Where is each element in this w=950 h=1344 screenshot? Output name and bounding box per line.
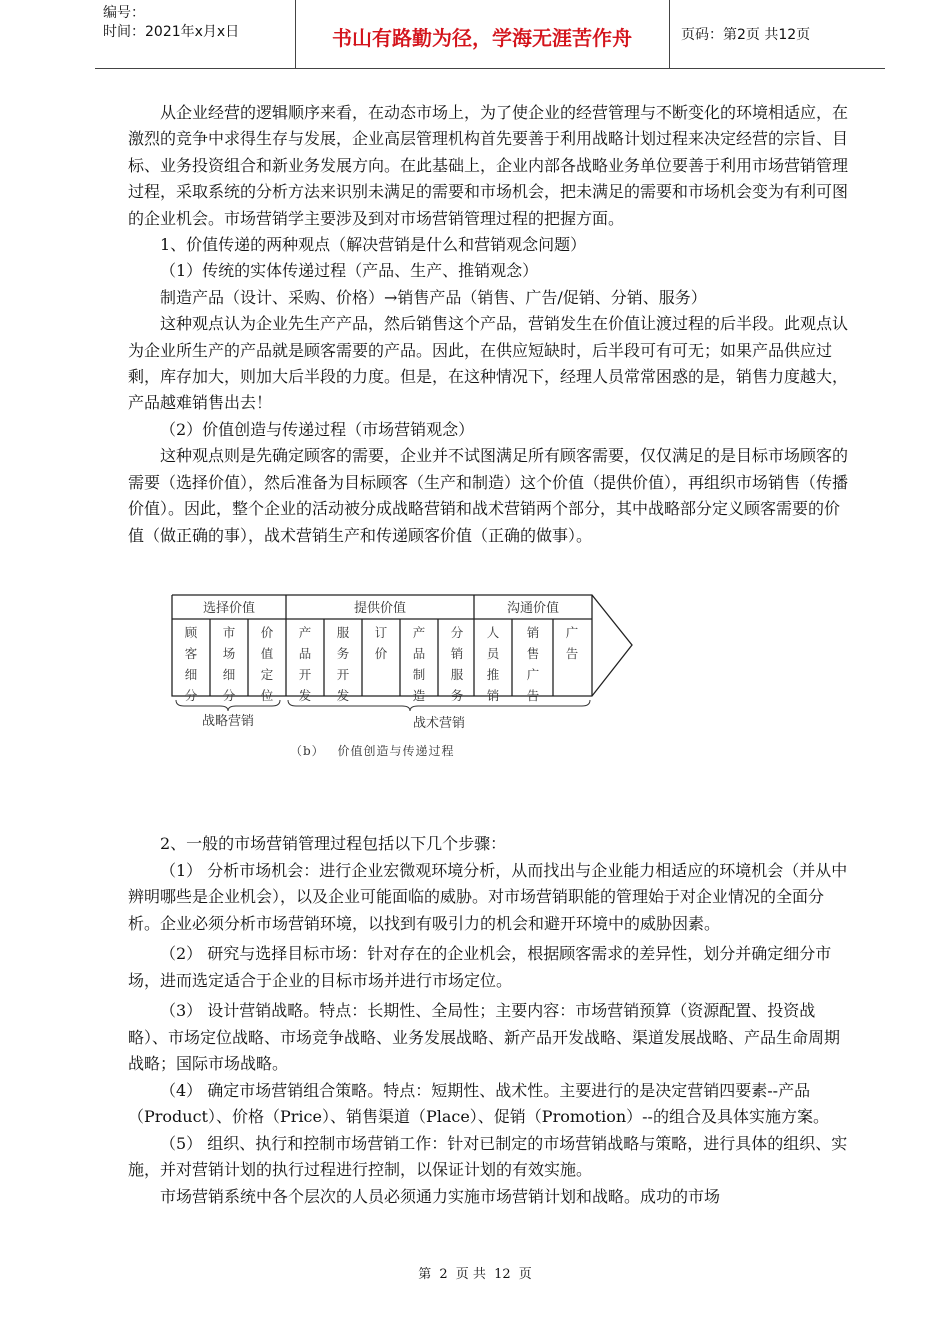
diagram-frame <box>170 592 640 762</box>
section-heading: 1、价值传递的两种观点（解决营销是什么和营销观念问题） <box>160 235 587 255</box>
brace-label-strategic: 战略营销 <box>201 714 254 729</box>
figure-title: 价值创造与传递过程 <box>337 744 455 758</box>
header-divider <box>669 0 670 68</box>
cell-label: 人员推销 <box>486 625 500 703</box>
footer-suffix: 页 <box>518 1267 532 1282</box>
cell-label: 广告 <box>565 625 579 661</box>
cell-label: 市场细分 <box>222 625 236 703</box>
brace-label-tactical: 战术营销 <box>412 716 465 731</box>
step-paragraph: （5） 组织、执行和控制市场营销工作：针对已制定的市场营销战略与策略，进行具体的组织、实施，并对营销计划的执行过程进行控制，以保证计划的有效实施。 <box>128 1133 848 1179</box>
cell-label: 顾客细分 <box>184 625 198 703</box>
header-page-info: 页码：第2页 共12页 <box>681 27 811 43</box>
footer-prefix: 第 <box>418 1267 432 1282</box>
footer-current-page: 2 <box>439 1267 448 1282</box>
paragraph: 这种观点认为企业先生产产品，然后销售这个产品，营销发生在价值让渡过程的后半段。此观点认为企业所生产的产品就是顾客需要的产品。因此，在供应短缺时，后半段可有可无；如果产品供应过剩，库存加大，则加大后半段的力度。但是，在这种情况下，经理人员常常困惑的是，销售力度越大，产品越难销售出去！ <box>128 314 849 413</box>
header-meta <box>103 4 239 42</box>
page-header <box>95 0 885 69</box>
paragraph: 市场营销系统中各个层次的人员必须通力实施市场营销计划和战略。成功的市场 <box>160 1186 721 1206</box>
cell-label: 产品制造 <box>412 625 426 703</box>
stage-label: 选择价值 <box>202 601 255 616</box>
paragraph: 这种观点则是先确定顾客的需要，企业并不试图满足所有顾客需要，仅仅满足的是目标市场顾客的需要（选择价值），然后准备为目标顾客（生产和制造）这个价值（提供价值），再组织市场销售（传播价值）。因此，整个企业的活动被分成战略营销和战术营销两个部分，其中战略部分定义顾客需要的价值（做正确的事），战术营销生产和传递顾客价值（正确的做事）。 <box>128 446 849 545</box>
cell-label: 价值定位 <box>260 625 274 703</box>
cell-label: 订价 <box>374 625 388 661</box>
value-process-diagram <box>170 592 640 762</box>
footer-total-pages: 12 <box>494 1267 511 1282</box>
figure-tag: （b） <box>290 744 325 758</box>
header-motto: 书山有路勤为径，学海无涯苦作舟 <box>332 26 632 50</box>
stage-label: 提供价值 <box>353 601 406 616</box>
header-number-label: 编号： <box>103 5 145 21</box>
step-paragraph: （4） 确定市场营销组合策略。特点：短期性、战术性。主要进行的是决定营销四要素--产品（Product）、价格（Price）、销售渠道（Place）、促销（Promotion）--的组合及具体实施方案。 <box>128 1080 829 1126</box>
cell-label: 销售广告 <box>526 625 540 703</box>
subsection-heading: （1）传统的实体传递过程（产品、生产、推销观念） <box>160 261 539 281</box>
footer-middle: 页 共 <box>455 1267 486 1282</box>
section-heading: 2、一般的市场营销管理过程包括以下几个步骤： <box>160 834 507 853</box>
cell-label: 分销服务 <box>450 625 464 703</box>
cell-label: 产品开发 <box>298 625 312 703</box>
body-text-top <box>128 100 850 549</box>
paragraph: 从企业经营的逻辑顺序来看，在动态市场上，为了使企业的经营管理与不断变化的环境相适应，在激烈的竞争中求得生存与发展，企业高层管理机构首先要善于利用战略计划过程来决定经营的宗旨、目标、业务投资组合和新业务发展方向。在此基础上，企业内部各战略业务单位要善于利用市场营销管理过程，采取系统的分析方法来识别未满足的需要和市场机会，把未满足的需要和市场机会变为有利可图的企业机会。市场营销学主要涉及到对市场营销管理过程的把握方面。 <box>128 103 849 228</box>
paragraph: 制造产品（设计、采购、价格）→销售产品（销售、广告/促销、分销、服务） <box>160 287 707 307</box>
step-paragraph: （1） 分析市场机会：进行企业宏微观环境分析，从而找出与企业能力相适应的环境机会（并从中辨明哪些是企业机会），以及企业可能面临的威胁。对市场营销职能的管理始于对企业情况的全面分析。企业必须分析市场营销环境，以找到有吸引力的机会和避开环境中的威胁因素。 <box>128 860 848 933</box>
figure-caption <box>290 742 455 759</box>
subsection-heading: （2）价值创造与传递过程（市场营销观念） <box>160 419 475 439</box>
step-paragraph: （3） 设计营销战略。特点：长期性、全局性；主要内容：市场营销预算（资源配置、投资战略）、市场定位战略、市场竞争战略、业务发展战略、新产品开发战略、渠道发展战略、产品生命周期战略；国际市场战略。 <box>128 1001 841 1073</box>
cell-label: 服务开发 <box>336 625 350 703</box>
step-paragraph: （2） 研究与选择目标市场：针对存在的企业机会，根据顾客需求的差异性，划分并确定细分市场，进而选定适合于企业的目标市场并进行市场定位。 <box>128 944 832 990</box>
stage-label: 沟通价值 <box>506 601 559 616</box>
body-text-bottom <box>128 831 850 1210</box>
header-time: 时间：2021年x月x日 <box>103 24 240 40</box>
page-footer <box>0 1263 950 1282</box>
